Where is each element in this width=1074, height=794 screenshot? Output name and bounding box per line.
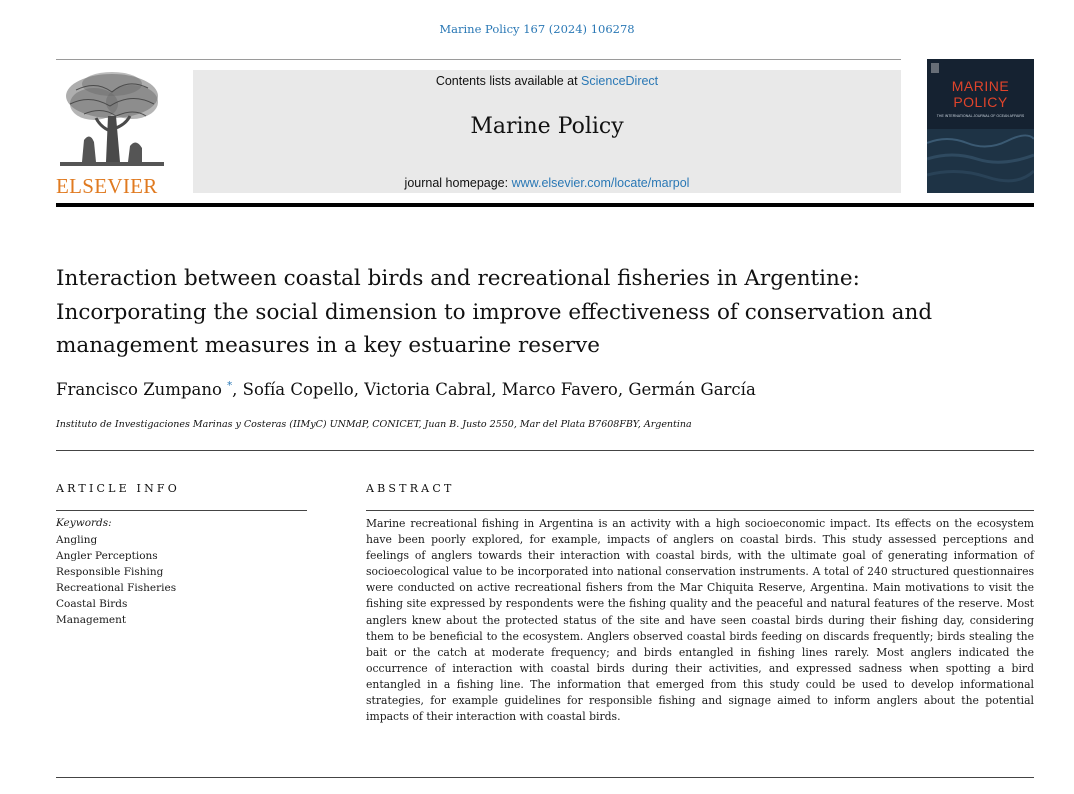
article-title: Interaction between coastal birds and recreational fisheries in Argentine: Incorporating the social dimension to improve effectiveness of conservation and management measures in a key estuarine reserve bbox=[56, 266, 933, 358]
keyword-item: Management bbox=[56, 614, 127, 626]
elsevier-wordmark: ELSEVIER bbox=[56, 174, 158, 198]
author-name[interactable]: Marco Favero bbox=[501, 380, 618, 399]
abstract-heading: ABSTRACT bbox=[366, 482, 455, 495]
journal-banner bbox=[193, 70, 901, 193]
keywords-label: Keywords: bbox=[56, 517, 112, 529]
author-name[interactable]: Victoria Cabral bbox=[364, 380, 492, 399]
homepage-line bbox=[193, 176, 901, 190]
bottom-rule bbox=[56, 777, 1034, 778]
author-name[interactable]: Sofía Copello bbox=[242, 380, 354, 399]
article-info-heading: ARTICLE INFO bbox=[56, 482, 180, 495]
keywords-list bbox=[56, 532, 176, 628]
keyword-item: Angling bbox=[56, 534, 98, 546]
sciencedirect-link[interactable]: ScienceDirect bbox=[581, 74, 659, 88]
article-info-rule bbox=[56, 510, 307, 511]
corresponding-author-mark[interactable]: * bbox=[227, 380, 233, 392]
elsevier-logo[interactable] bbox=[56, 70, 168, 198]
cover-subtitle: THE INTERNATIONAL JOURNAL OF OCEAN AFFAIRS bbox=[936, 114, 1025, 118]
author-name[interactable]: Francisco Zumpano bbox=[56, 380, 222, 399]
cover-title-line1: MARINE bbox=[951, 78, 1010, 94]
journal-cover-image[interactable] bbox=[927, 59, 1034, 193]
citation-link[interactable]: Marine Policy 167 (2024) 106278 bbox=[439, 22, 635, 36]
contents-line bbox=[193, 74, 901, 88]
cover-title-line2: POLICY bbox=[953, 94, 1008, 110]
keyword-item: Angler Perceptions bbox=[56, 550, 158, 562]
abstract-rule bbox=[366, 510, 1034, 511]
header-thick-rule bbox=[56, 203, 1034, 207]
section-divider bbox=[56, 450, 1034, 451]
journal-citation[interactable] bbox=[0, 22, 1074, 36]
contents-prefix: Contents lists available at bbox=[435, 74, 582, 88]
header-top-rule bbox=[56, 59, 901, 60]
homepage-prefix: journal homepage: bbox=[404, 176, 512, 190]
author-name[interactable]: Germán García bbox=[628, 380, 756, 399]
keyword-item: Recreational Fisheries bbox=[56, 582, 177, 594]
keyword-item: Responsible Fishing bbox=[56, 566, 164, 578]
abstract-text: Marine recreational fishing in Argentina is an activity with a high socioeconomic impact. Its effects on the ecosystem have been poorly explored, for example, impacts of anglers on coastal birds. This study assessed perceptions and feelings of anglers towards their interaction with coastal birds, with the ultimate goal of generating information of socioecological value to be incorporated into national conservation instruments. A total of 240 structured questionnaires were conducted on active recreational fishers from the Mar Chiquita Reserve, Argentina. Main motivations to visit the fishing site expressed by respondents were the fishing quality and the peaceful and natural features of the reserve. Most anglers knew about the protected status of the site and have seen coastal birds during their fishing day, considering them to be beneficial to the ecosystem. Anglers observed coastal birds feeding on discards frequently; birds stealing the bait or the catch at moderate frequency; and birds entangled in fishing lines rarely. Most anglers indicated the occurrence of interaction with coastal birds during their activities, and expressed sadness when spotting a bird entangled in a fishing line. The information that emerged from this study could be used to develop informational strategies, for example guidelines for responsible fishing and signage aimed to inform anglers about the potential impacts of their interaction with coastal birds. bbox=[366, 517, 1034, 724]
elsevier-tree-icon bbox=[56, 70, 168, 170]
homepage-link[interactable]: www.elsevier.com/locate/marpol bbox=[511, 176, 690, 190]
keyword-item: Coastal Birds bbox=[56, 598, 128, 610]
author-list: Francisco Zumpano *, Sofía Copello, Victoria Cabral, Marco Favero, Germán García bbox=[56, 380, 756, 399]
journal-title: Marine Policy bbox=[470, 114, 624, 139]
author-affiliation: Instituto de Investigaciones Marinas y Costeras (IIMyC) UNMdP, CONICET, Juan B. Justo 2550, Mar del Plata B7608FBY, Argentina bbox=[56, 419, 692, 430]
